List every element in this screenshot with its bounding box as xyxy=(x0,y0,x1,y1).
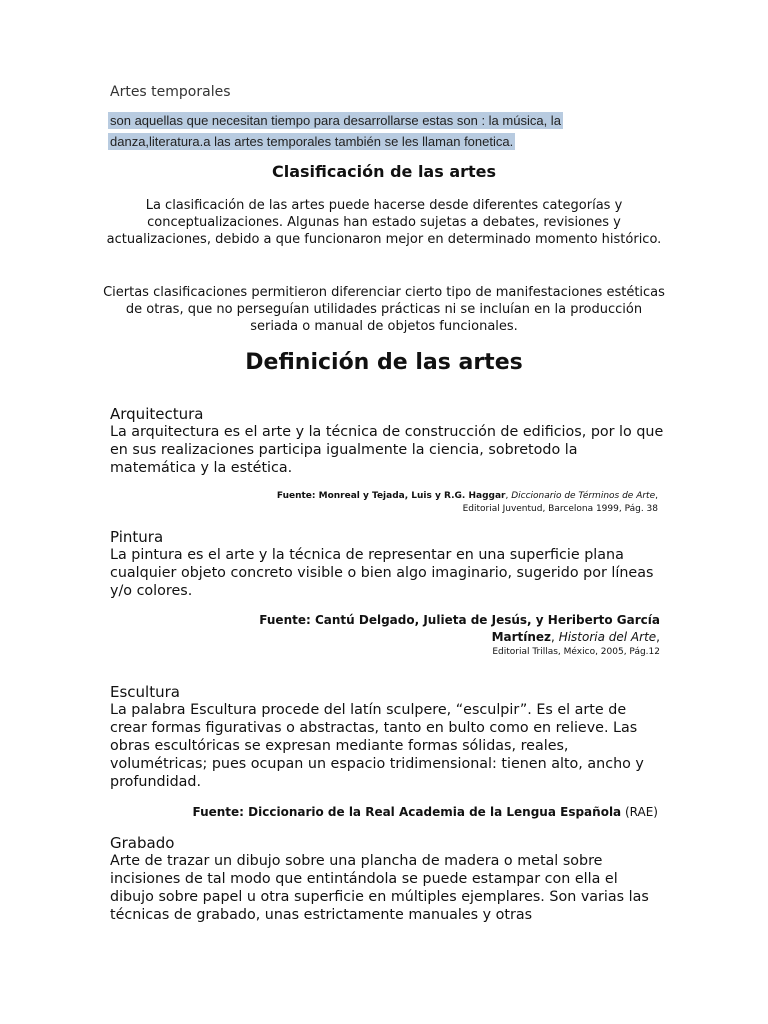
highlighted-text-line-2[interactable]: danza,literatura.a las artes temporales también se les llaman fonetica. xyxy=(110,134,514,149)
pintura-source-author-1: Fuente: Cantú Delgado, Julieta de Jesús, y Heriberto García xyxy=(259,613,660,627)
grabado-body: Arte de trazar un dibujo sobre una plancha de madera o metal sobre incisiones de tal modo que entintándola se puede estampar con ella el dibujo sobre papel u otra superficie en múltiples ejemplares. Son varias las técnicas de grabado, unas estrictamente manuales y otras xyxy=(110,853,649,923)
clasificacion-heading: Clasificación de las artes xyxy=(271,162,497,181)
clasificacion-paragraph-1: La clasificación de las artes puede hacerse desde diferentes categorías y conceptualizaciones. Algunas han estado sujetas a debates, revisiones y actualizaciones, debido a que funcionaron mejor en determinado momento histórico. xyxy=(106,198,662,247)
arquitectura-source: Fuente: Monreal y Tejada, Luis y R.G. Haggar, Diccionario de Términos de Arte, Editorial Juventud, Barcelona 1999, Pág. 38 xyxy=(276,491,658,514)
arquitectura-source-title: Diccionario de Términos de Arte xyxy=(511,491,656,501)
definicion-heading: Definición de las artes xyxy=(245,350,523,375)
escultura-heading: Escultura xyxy=(110,683,180,701)
arquitectura-body: La arquitectura es el arte y la técnica de construcción de edificios, por lo que en sus realizaciones participa igualmente la ciencia, sobretodo la matemática y la estética. xyxy=(110,424,664,476)
arquitectura-source-author: Fuente: Monreal y Tejada, Luis y R.G. Haggar xyxy=(276,491,506,501)
artes-temporales-title: Artes temporales xyxy=(110,84,231,100)
escultura-source-author: Fuente: Diccionario de la Real Academia de la Lengua Española xyxy=(192,805,622,819)
pintura-source-author-2: Martínez xyxy=(491,630,552,644)
pintura-source-title: Historia del Arte xyxy=(558,630,657,644)
arquitectura-source-publisher: Editorial Juventud, Barcelona 1999, Pág. 38 xyxy=(462,504,658,514)
pintura-source-publisher: Editorial Trillas, México, 2005, Pág.12 xyxy=(492,647,660,657)
pintura-body: La pintura es el arte y la técnica de representar en una superficie plana cualquier objeto concreto visible o bien algo imaginario, sugerido por líneas y/o colores. xyxy=(110,547,654,599)
grabado-heading: Grabado xyxy=(110,834,175,852)
escultura-source-abbr: (RAE) xyxy=(624,805,658,819)
pintura-source: Fuente: Cantú Delgado, Julieta de Jesús, y Heriberto García Martínez, Historia del Arte, Editorial Trillas, México, 2005, Pág.12 xyxy=(100,612,660,658)
highlighted-text-line-1[interactable]: son aquellas que necesitan tiempo para desarrollarse estas son : la música, la xyxy=(110,113,561,128)
clasificacion-paragraph-2: Ciertas clasificaciones permitieron diferenciar cierto tipo de manifestaciones estéticas de otras, que no perseguían utilidades prácticas ni se incluían en la producción seriada o manual de objetos funcionales. xyxy=(103,285,665,334)
escultura-source xyxy=(110,804,658,820)
arquitectura-heading: Arquitectura xyxy=(110,405,204,423)
pintura-heading: Pintura xyxy=(110,528,164,546)
escultura-body: La palabra Escultura procede del latín sculpere, “esculpir”. Es el arte de crear formas figurativas o abstractas, tanto en bulto como en relieve. Las obras escultóricas se expresan mediante formas sólidas, reales, volumétricas; pues ocupan un espacio tridimensional: tienen alto, ancho y profundidad. xyxy=(110,702,644,790)
